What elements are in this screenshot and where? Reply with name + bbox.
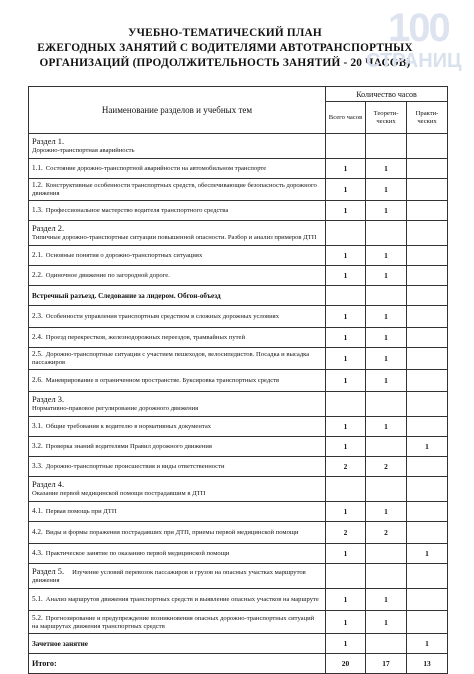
topic-cell (29, 159, 326, 179)
topic-cell (29, 589, 326, 611)
topic-number: 2.4. (32, 333, 43, 341)
topic-text: Проезд перекрестков, железнодорожных переездов, трамвайных путей (45, 334, 245, 341)
header-total: Всего часов (326, 102, 366, 134)
topic-cell (29, 201, 326, 221)
topic-number: 2.3. (32, 312, 43, 320)
title-line-1: УЧЕБНО-ТЕМАТИЧЕСКИЙ ПЛАН (128, 27, 322, 39)
hours-theory-cell: 1 (366, 179, 407, 201)
hours-practice-cell (407, 348, 448, 370)
table-row (29, 159, 448, 179)
table-row (29, 328, 448, 348)
hours-total-cell (326, 134, 366, 159)
hours-total-cell: 1 (326, 328, 366, 348)
section-subtitle: Типичные дорожно-транспортные ситуации повышенной опасности. Разбор и анализ примеров ДТП (32, 234, 317, 241)
topic-number: 3.2. (32, 442, 43, 450)
table-row (29, 477, 448, 502)
hours-theory-cell (366, 392, 407, 417)
title-line-2: ЕЖЕГОДНЫХ ЗАНЯТИЙ С ВОДИТЕЛЯМИ АВТОТРАНСПОРТНЫХ (37, 42, 413, 54)
topic-number: 2.2. (32, 271, 43, 279)
hours-theory-cell: 1 (366, 417, 407, 437)
hours-total-cell: 1 (326, 634, 366, 654)
topic-text: Профессиональное мастерство водителя транспортного средства (45, 207, 229, 214)
section-subtitle: Оказание первой медицинской помощи пострадавшим в ДТП (32, 490, 206, 497)
hours-practice-cell: 1 (407, 544, 448, 564)
topic-text: Виды и формы поражения пострадавших при ДТП, приемы первой медицинской помощи (45, 529, 299, 536)
table-row (29, 221, 448, 246)
hours-total-cell: 1 (326, 306, 366, 328)
table-row (29, 457, 448, 477)
topic-number: 2.1. (32, 251, 43, 259)
table-row (29, 370, 448, 392)
hours-total-cell: 1 (326, 544, 366, 564)
hours-theory-cell (366, 437, 407, 457)
hours-total-cell: 2 (326, 457, 366, 477)
topic-number: 1.1. (32, 164, 43, 172)
hours-total-cell: 1 (326, 437, 366, 457)
hours-theory-cell (366, 134, 407, 159)
topic-cell (29, 417, 326, 437)
hours-theory-cell: 1 (366, 328, 407, 348)
hours-practice-cell (407, 306, 448, 328)
hours-theory-cell (366, 286, 407, 306)
hours-total-cell: 1 (326, 179, 366, 201)
watermark-word: СТРАНИЦ (366, 50, 462, 72)
hours-theory-cell: 2 (366, 457, 407, 477)
topic-number: 2.6. (32, 376, 43, 384)
hours-practice-cell: 1 (407, 634, 448, 654)
hours-total-cell (326, 221, 366, 246)
table-row (29, 544, 448, 564)
topic-text: Практическое занятие по оказанию первой медицинской помощи (45, 550, 230, 557)
hours-total-cell: 1 (326, 502, 366, 522)
section-cell (29, 134, 326, 159)
topic-cell (29, 522, 326, 544)
hours-total-cell (326, 564, 366, 589)
hours-theory-cell: 1 (366, 306, 407, 328)
hours-practice-cell (407, 392, 448, 417)
table-row (29, 589, 448, 611)
table-row (29, 654, 448, 674)
topic-cell (29, 179, 326, 201)
topic-text: Анализ маршрутов движения транспортных средств и выявление опасных участков на маршруте (45, 596, 319, 603)
hours-theory-cell: 1 (366, 502, 407, 522)
table-row (29, 179, 448, 201)
table-row (29, 134, 448, 159)
hours-practice-cell (407, 221, 448, 246)
hours-total-cell: 1 (326, 611, 366, 634)
topic-number: 3.3. (32, 462, 43, 470)
hours-practice-cell (407, 370, 448, 392)
hours-practice-cell (407, 477, 448, 502)
topic-text: Дорожно-транспортные ситуации с участием пешеходов, велосипедистов. Посадка и высадка пассажиров (32, 351, 310, 366)
topic-text: Конструктивные особенности транспортных средств, обеспечивающие безопасность дорожного движения (32, 182, 317, 197)
hours-total-cell (326, 392, 366, 417)
section-cell (29, 392, 326, 417)
table-row (29, 392, 448, 417)
hours-theory-cell: 2 (366, 522, 407, 544)
hours-theory-cell (366, 564, 407, 589)
hours-theory-cell: 1 (366, 159, 407, 179)
section-subtitle: Нормативно-правовое регулирование дорожного движения (32, 405, 199, 412)
watermark-number: 100 (388, 6, 449, 50)
topic-cell (29, 457, 326, 477)
hours-practice-cell (407, 457, 448, 477)
topic-text: Состояние дорожно-транспортной аварийности на автомобильном транспорте (45, 165, 267, 172)
table-row (29, 437, 448, 457)
table-row (29, 611, 448, 634)
topic-number: 4.1. (32, 507, 43, 515)
table-row (29, 286, 448, 306)
hours-theory-cell (366, 544, 407, 564)
header-topic-name: Наименование разделов и учебных тем (29, 87, 326, 134)
section-subtitle: Дорожно-транспортная аварийность (32, 147, 135, 154)
hours-practice-cell (407, 201, 448, 221)
watermark-logo (366, 6, 470, 78)
table-row (29, 502, 448, 522)
hours-practice-cell (407, 159, 448, 179)
topic-number: 5.2. (32, 613, 43, 622)
table-row (29, 348, 448, 370)
title-line-3: ОРГАНИЗАЦИЙ (ПРОДОЛЖИТЕЛЬНОСТЬ ЗАНЯТИЙ - 20 ЧАСОВ) (39, 57, 411, 69)
bold-row-label: Встречный разъезд. Следование за лидером. Обгон-объезд (29, 286, 326, 306)
header-practice: Практи-ческих (407, 102, 448, 134)
hours-theory-cell: 1 (366, 370, 407, 392)
topic-cell (29, 437, 326, 457)
hours-practice-cell: 1 (407, 437, 448, 457)
section-title: Раздел 2. (32, 224, 65, 233)
curriculum-table (28, 86, 448, 674)
topic-text: Маневрирование в ограниченном пространстве. Буксировка транспортных средств (45, 377, 280, 384)
topic-cell (29, 544, 326, 564)
section-cell (29, 564, 326, 589)
topic-text: Прогнозирование и предупреждение возникновения опасных дорожно-транспортных ситуаций на маршрутах движения транспортных средств (32, 614, 315, 630)
table-row (29, 246, 448, 266)
section-title: Раздел 4. (32, 480, 65, 489)
topic-cell (29, 266, 326, 286)
hours-total-cell: 1 (326, 348, 366, 370)
topic-text: Первая помощь при ДТП (45, 508, 117, 515)
topic-number: 3.1. (32, 422, 43, 430)
topic-cell (29, 348, 326, 370)
hours-total-cell: 1 (326, 159, 366, 179)
section-cell (29, 221, 326, 246)
hours-theory-cell: 1 (366, 266, 407, 286)
topic-number: 1.3. (32, 206, 43, 214)
table-row (29, 564, 448, 589)
topic-number: 1.2. (32, 181, 43, 189)
hours-theory-cell (366, 477, 407, 502)
hours-practice-cell (407, 417, 448, 437)
hours-practice-cell (407, 502, 448, 522)
topic-number: 4.2. (32, 528, 43, 536)
topic-text: Общие требования к водителю в нормативных документах (45, 423, 212, 430)
hours-total-cell: 1 (326, 589, 366, 611)
hours-practice-cell (407, 611, 448, 634)
hours-total-cell (326, 477, 366, 502)
hours-practice-cell (407, 286, 448, 306)
hours-practice-cell (407, 246, 448, 266)
hours-theory-cell: 1 (366, 246, 407, 266)
section-subtitle: Изучение условий перевозок пассажиров и грузов на опасных участках маршрутов движения (32, 569, 306, 584)
table-row (29, 306, 448, 328)
table-row (29, 634, 448, 654)
hours-total-cell: 1 (326, 417, 366, 437)
topic-cell (29, 246, 326, 266)
table-row (29, 522, 448, 544)
hours-total-cell: 1 (326, 201, 366, 221)
hours-total-cell (326, 286, 366, 306)
hours-total-cell: 20 (326, 654, 366, 674)
hours-practice-cell (407, 522, 448, 544)
hours-theory-cell (366, 634, 407, 654)
hours-theory-cell: 1 (366, 611, 407, 634)
hours-theory-cell (366, 221, 407, 246)
topic-text: Одиночное движение по загородной дороге. (45, 272, 170, 279)
hours-practice-cell (407, 179, 448, 201)
section-title: Раздел 1. (32, 137, 65, 146)
table-body (29, 134, 448, 674)
hours-total-cell: 1 (326, 246, 366, 266)
topic-cell (29, 502, 326, 522)
hours-total-cell: 2 (326, 522, 366, 544)
header-theory: Теорети-ческих (366, 102, 407, 134)
section-cell (29, 477, 326, 502)
topic-cell (29, 328, 326, 348)
hours-practice-cell (407, 266, 448, 286)
topic-text: Особенности управления транспортным средством в сложных дорожных условиях (45, 313, 280, 320)
table-row (29, 417, 448, 437)
section-title: Раздел 3. (32, 395, 65, 404)
table-row (29, 266, 448, 286)
table-row (29, 201, 448, 221)
hours-practice-cell (407, 328, 448, 348)
topic-text: Проверка знаний водителями Правил дорожного движения (45, 443, 212, 450)
total-label: Итого: (29, 654, 326, 674)
bold-row-label: Зачетное занятие (29, 634, 326, 654)
topic-cell (29, 370, 326, 392)
hours-practice-cell (407, 134, 448, 159)
hours-theory-cell: 1 (366, 589, 407, 611)
topic-text: Основные понятия о дорожно-транспортных ситуациях (45, 252, 203, 259)
hours-practice-cell (407, 564, 448, 589)
topic-text: Дорожно-транспортные происшествия и виды ответственности (45, 463, 225, 470)
topic-number: 2.5. (32, 350, 43, 358)
topic-cell (29, 306, 326, 328)
section-title: Раздел 5. (32, 567, 65, 576)
hours-theory-cell: 1 (366, 348, 407, 370)
hours-total-cell: 1 (326, 370, 366, 392)
topic-number: 5.1. (32, 595, 43, 603)
topic-number: 4.3. (32, 549, 43, 557)
hours-practice-cell: 13 (407, 654, 448, 674)
header-hours: Количество часов (326, 87, 448, 102)
topic-cell (29, 611, 326, 634)
hours-theory-cell: 1 (366, 201, 407, 221)
hours-theory-cell: 17 (366, 654, 407, 674)
hours-total-cell: 1 (326, 266, 366, 286)
hours-practice-cell (407, 589, 448, 611)
